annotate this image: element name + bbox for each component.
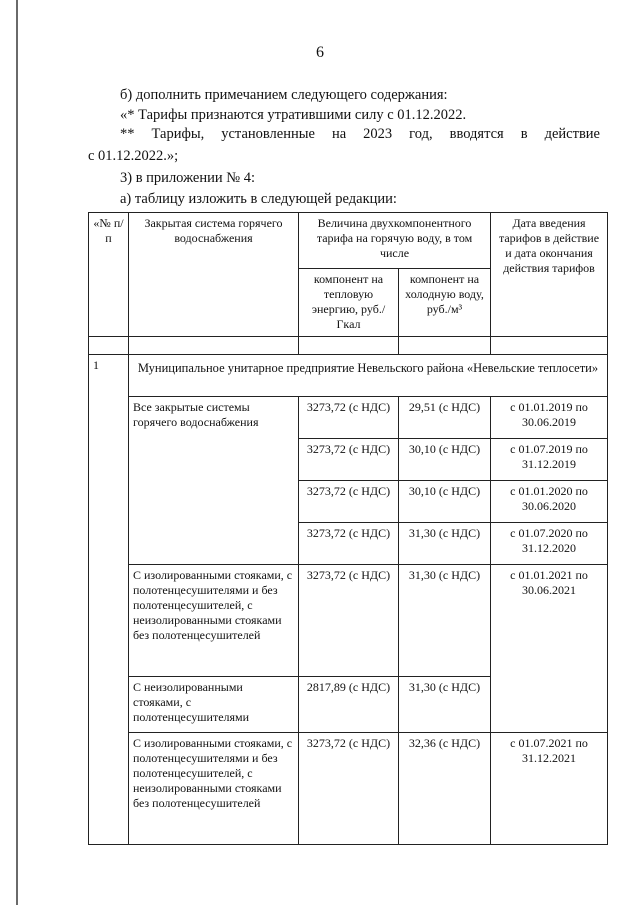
paragraph-note-two-line [120, 126, 600, 143]
table-row [89, 565, 608, 677]
note-word: 2023 [363, 126, 393, 142]
spacer-cell [89, 337, 129, 355]
date-range: с 01.01.2020 по 30.06.2020 [491, 481, 608, 523]
heat-value: 3273,72 (с НДС) [299, 733, 399, 845]
header-system: Закрытая система горячего водоснабжения [129, 213, 299, 337]
organization-row [89, 355, 608, 397]
note-word: действие [544, 126, 600, 142]
water-value: 31,30 (с НДС) [399, 523, 491, 565]
note-word: вводятся [449, 126, 504, 142]
spacer-cell [129, 337, 299, 355]
spacer-cell [299, 337, 399, 355]
header-water-component: компонент на холодную воду, руб./м³ [399, 269, 491, 337]
spacer-cell [399, 337, 491, 355]
note-word: Тарифы, [151, 126, 205, 142]
header-heat-component: компонент на тепловую энергию, руб./Гкал [299, 269, 399, 337]
system-uninsulated-risers: С неизолированными стояками, с полотенцесушителями [129, 677, 299, 733]
paragraph-note-intro: б) дополнить примечанием следующего содержания: [120, 87, 448, 103]
heat-value: 3273,72 (с НДС) [299, 481, 399, 523]
date-range: с 01.07.2019 по 31.12.2019 [491, 439, 608, 481]
date-range: с 01.07.2021 по 31.12.2021 [491, 733, 608, 845]
heat-value: 3273,72 (с НДС) [299, 397, 399, 439]
header-date: Дата введения тарифов в действие и дата окончания действия тарифов [491, 213, 608, 337]
note-word: установленные [221, 126, 315, 142]
water-value: 29,51 (с НДС) [399, 397, 491, 439]
header-number: «№ п/п [89, 213, 129, 337]
water-value: 30,10 (с НДС) [399, 481, 491, 523]
table-row [89, 733, 608, 845]
water-value: 31,30 (с НДС) [399, 677, 491, 733]
note-word: год, [409, 126, 433, 142]
organization-name: Муниципальное унитарное предприятие Невельского района «Невельские теплосети» [129, 355, 608, 397]
paragraph-note-two-end: с 01.12.2022.»; [88, 148, 179, 164]
spacer-cell [491, 337, 608, 355]
tariff-table [88, 212, 608, 845]
page-number: 6 [316, 44, 324, 61]
date-range: с 01.01.2019 по 30.06.2019 [491, 397, 608, 439]
date-range: с 01.01.2021 по 30.06.2021 [491, 565, 608, 733]
note-word: ** [120, 126, 135, 142]
water-value: 31,30 (с НДС) [399, 565, 491, 677]
table-header-row [89, 213, 608, 269]
water-value: 32,36 (с НДС) [399, 733, 491, 845]
system-insulated-risers: С изолированными стояками, с полотенцесушителями и без полотенцесушителей, с неизолированными стояками без полотенцесушителей [129, 733, 299, 845]
heat-value: 2817,89 (с НДС) [299, 677, 399, 733]
date-range: с 01.07.2020 по 31.12.2020 [491, 523, 608, 565]
system-all-closed: Все закрытые системы горячего водоснабжения [129, 397, 299, 565]
water-value: 30,10 (с НДС) [399, 439, 491, 481]
paragraph-note-one: «* Тарифы признаются утратившими силу с 01.12.2022. [120, 107, 467, 123]
row-number: 1 [89, 355, 129, 845]
system-insulated-risers: С изолированными стояками, с полотенцесушителями и без полотенцесушителей, с неизолированными стояками без полотенцесушителей [129, 565, 299, 677]
note-word: на [331, 126, 347, 142]
heat-value: 3273,72 (с НДС) [299, 523, 399, 565]
header-tariff: Величина двухкомпонентного тарифа на горячую воду, в том числе [299, 213, 491, 269]
note-word: в [520, 126, 528, 142]
heat-value: 3273,72 (с НДС) [299, 565, 399, 677]
scan-left-edge [16, 0, 18, 905]
table-row [89, 397, 608, 439]
heat-value: 3273,72 (с НДС) [299, 439, 399, 481]
paragraph-table-intro: а) таблицу изложить в следующей редакции: [120, 191, 397, 207]
paragraph-appendix: 3) в приложении № 4: [120, 170, 255, 186]
table-spacer-row [89, 337, 608, 355]
